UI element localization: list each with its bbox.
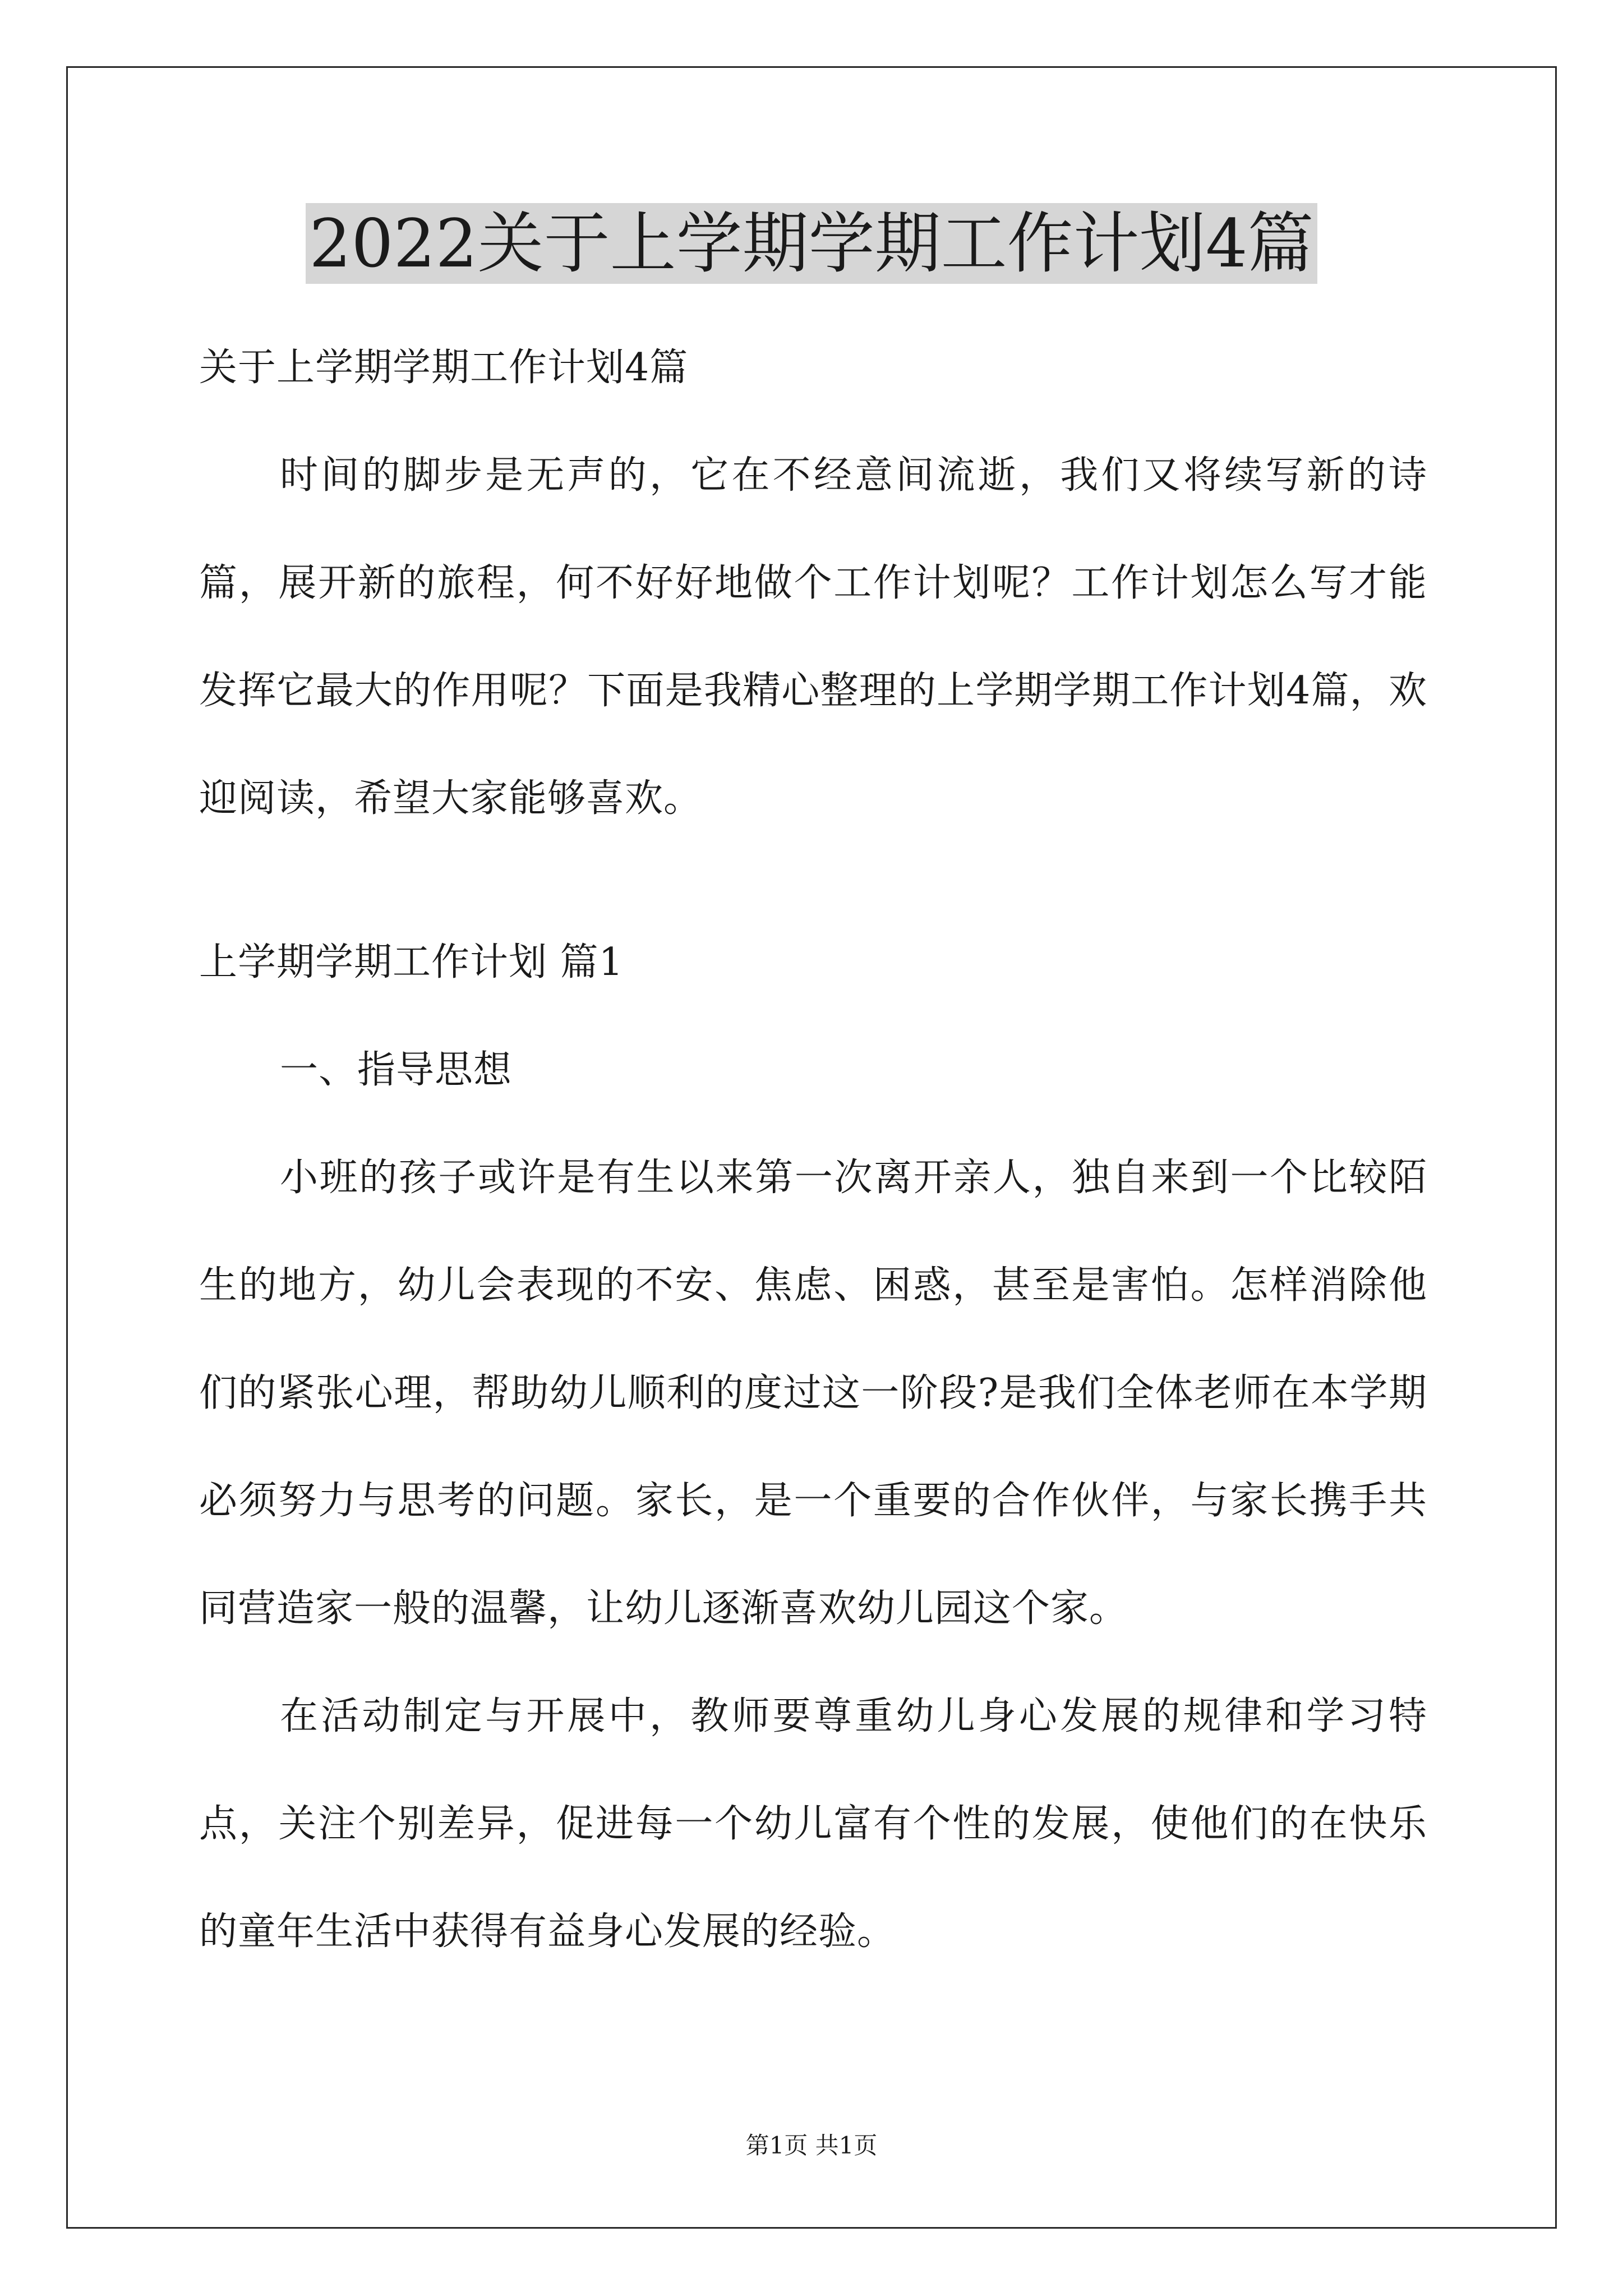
section-heading: 上学期学期工作计划 篇1 (199, 940, 624, 984)
section-gap (199, 853, 1427, 909)
document-body (199, 314, 1427, 1986)
subsection-heading: 一、指导思想 (280, 1048, 513, 1092)
intro-paragraph: 时间的脚步是无声的，它在不经意间流逝，我们又将续写新的诗篇，展开新的旅程，何不好好地做个工作计划呢？工作计划怎么写才能发挥它最大的作用呢？下面是我精心整理的上学期学期工作计划4篇，欢迎阅读，希望大家能够喜欢。 (199, 453, 1427, 821)
title-container (0, 203, 1623, 284)
subtitle-paragraph: 关于上学期学期工作计划4篇 (199, 346, 689, 390)
page-footer: 第1页 共1页 (745, 2132, 878, 2159)
document-title: 2022关于上学期学期工作计划4篇 (306, 203, 1317, 284)
body-paragraph: 小班的孩子或许是有生以来第一次离开亲人，独自来到一个比较陌生的地方，幼儿会表现的不安、焦虑、困惑，甚至是害怕。怎样消除他们的紧张心理，帮助幼儿顺利的度过这一阶段?是我们全体老师在本学期必须努力与思考的问题。家长，是一个重要的合作伙伴，与家长携手共同营造家一般的温馨，让幼儿逐渐喜欢幼儿园这个家。 (199, 1156, 1427, 1631)
body-paragraph: 在活动制定与开展中，教师要尊重幼儿身心发展的规律和学习特点，关注个别差异，促进每一个幼儿富有个性的发展，使他们的在快乐的童年生活中获得有益身心发展的经验。 (199, 1694, 1427, 1954)
